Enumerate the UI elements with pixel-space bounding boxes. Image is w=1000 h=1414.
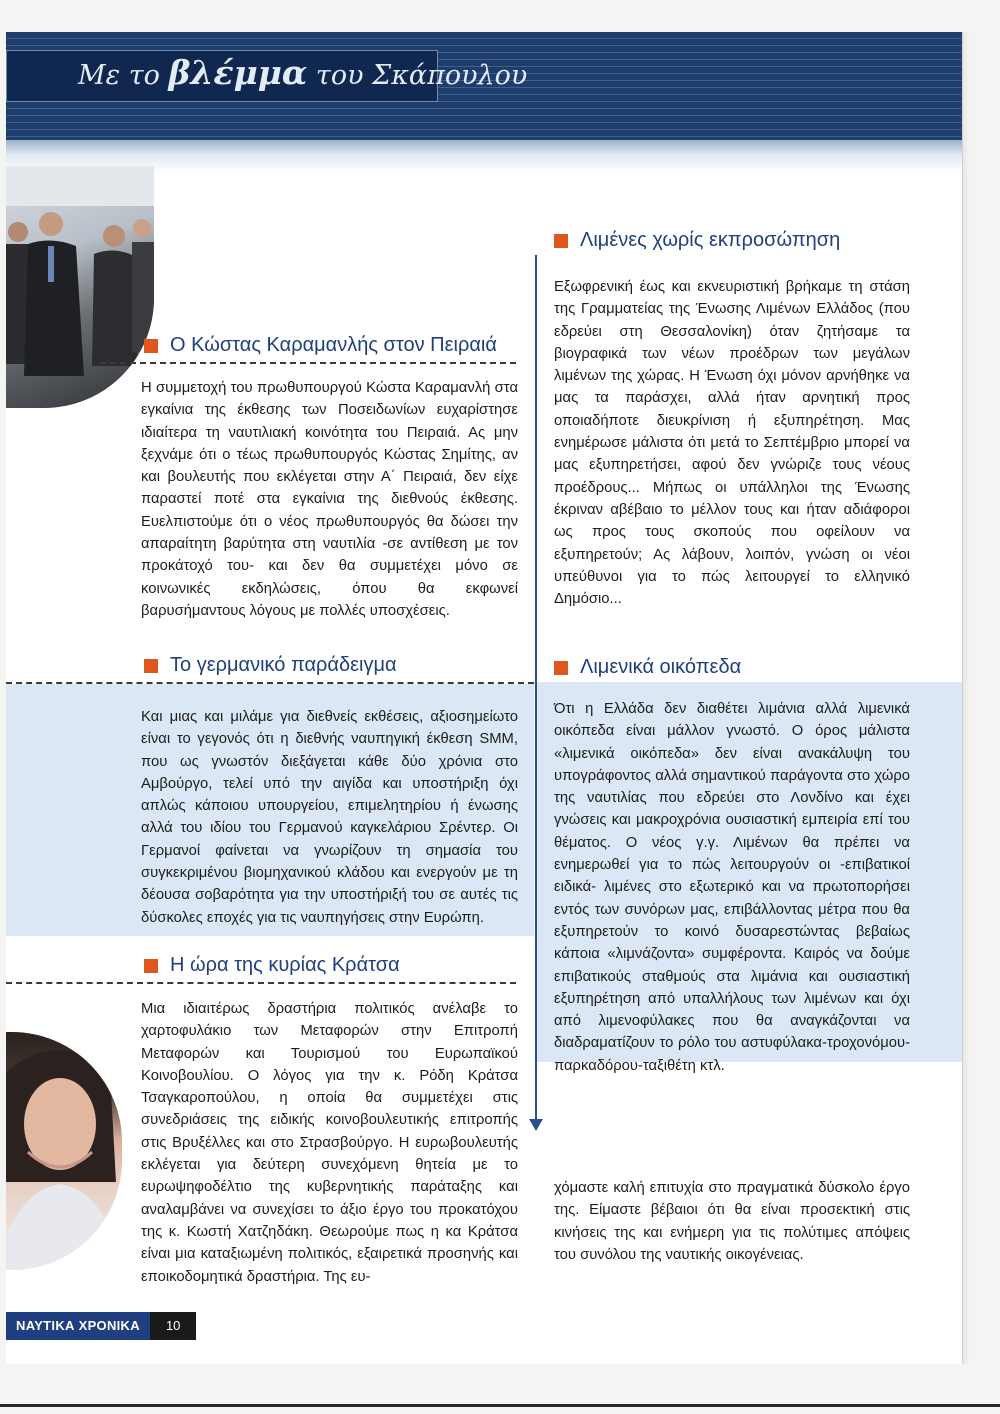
photo-karamanlis-figures (6, 166, 154, 408)
footer-badge (6, 1312, 196, 1340)
section-heading-german (144, 654, 397, 677)
section-body-ports: Εξωφρενική έως και εκνευριστική βρήκαμε τη στάση της Γραμματείας της Ένωσης Λιμένων Ελλάδος (που εδρεύει στη Θεσσαλονίκη) όταν ζητήσαμε τα βιογραφικά των νέων προέδρων των μεγάλων λιμένων της χώρας. Η Ένωση όχι μόνον αρνήθηκε να μας τα παράσχει, αλλά ήταν αρνητική προς οποιαδήποτε διευκρίνιση ή εξυπηρέτηση. Μας ενημέρωσε μάλιστα ότι μετά το Σεπτέμβριο μπορεί να μας εξυπηρετήσει, αφού δεν γνώριζε τους νέους προέδρους... Μήπως οι υπάλληλοι της Ένωσης έκριναν αβέβαιο το μέλλον τους και ήταν αδιάφοροι ως προς τους σκοπούς που οφείλουν να εξυπηρετούν; Ας λάβουν, λοιπόν, γνώση οι νέοι υπεύθυνοι για το πώς λειτουργεί το ελληνικό Δημόσιο... (554, 279, 910, 608)
bullet-square-icon (554, 234, 568, 248)
section-heading-kratsa (144, 954, 400, 977)
section-heading-karamanlis (144, 334, 497, 357)
page-number: 10 (150, 1312, 196, 1340)
column-title (78, 53, 527, 92)
magazine-page (6, 32, 963, 1364)
section-title-kratsa: Η ώρα της κυρίας Κράτσα (170, 954, 400, 976)
bullet-square-icon (144, 959, 158, 973)
section-body-kratsa-continued: χόμαστε καλή επιτυχία στο πραγματικά δύσκολο έργο της. Είμαστε βέβαιοι ότι θα είναι προσεκτική στις κινήσεις της και ενήμερη για τις πολύτιμες απόψεις του συνόλου της ναυτικής οικογένειας. (554, 1180, 910, 1263)
photo-kratsa-figure (6, 1032, 122, 1270)
dashed-divider (100, 362, 516, 364)
section-body-karamanlis: Η συμμετοχή του πρωθυπουργού Κώστα Καραμανλή στα εγκαίνια της έκθεσης των Ποσειδωνίων ευχαρίστησε ιδιαίτερα τη ναυτιλιακή κοινότητα του Πειραιά. Ας μην ξεχνάμε ότι ο τέως πρωθυπουργός Κώστας Σημίτης, αν και βουλευτής που εκλέγεται στην Α΄ Πειραιά, δεν είχε παραστεί ποτέ στα εγκαίνια της διεθνούς έκθεσης. Ευελπιστούμε ότι ο νέος πρωθυπουργός θα δώσει την απαραίτητη βαρύτητα στη ναυτιλία -σε αντίθεση με τον προκάτοχό του- και δεν θα συμμετέχει μόνο σε κοινωνικές εκδηλώσεις, όπου θα εκφωνεί βαρυσήμαντους λόγους με πολλές υποσχέσεις. (141, 380, 518, 619)
photo-karamanlis (6, 166, 154, 408)
bullet-square-icon (144, 339, 158, 353)
page-shadow (962, 32, 970, 1364)
section-title-plots: Λιμενικά οικόπεδα (580, 656, 742, 678)
bottom-rule (0, 1404, 1000, 1407)
arrow-down-icon (529, 1119, 543, 1131)
section-body-plots: Ότι η Ελλάδα δεν διαθέτει λιμάνια αλλά λιμενικά οικόπεδα είναι μάλλον γνωστό. Ο όρος μάλιστα «λιμενικά οικόπεδα» δεν είναι ανακάλυψη του υπογράφοντος αλλά σημαντικού παράγοντα στο χώρο της ναυτιλίας που εδρεύει στο Λονδίνο και έχει γνώσεις και μακροχρόνια ουσιαστική εμπειρία επί του θέματος. Ο νέος γ.γ. Λιμένων θα πρέπει να ενημερωθεί για το πώς λειτουργούν οι -επιβατικοί ειδικά- λιμένες στο εξωτερικό και να πρωτοπορήσει εντός των συνόρων μας, επιβάλλοντας μέτρα που θα εξυπηρετούν το κοινό δυσαρεστώντας βεβαίως κάποια «λιμνάζοντα» συμφέροντα. Καιρός να δούμε επιβατικούς σταθμούς στα λιμάνια και ουσιαστική εξυπηρέτηση από υπαλλήλους των λιμένων και όχι από λιμενοφύλακες που θα αναγκάζονται να διαδραματίζουν το ρόλο του αστυφύλακα-τροχονόμου-παρκαδόρου-ταξιθέτη κτλ. (554, 701, 910, 1074)
section-title-karamanlis: Ο Κώστας Καραμανλής στον Πειραιά (170, 334, 497, 356)
section-heading-ports (554, 229, 840, 252)
section-title-german: Το γερμανικό παράδειγμα (170, 654, 397, 676)
section-body-kratsa: Μια ιδιαιτέρως δραστήρια πολιτικός ανέλαβε το χαρτοφυλάκιο των Μεταφορών στην Επιτροπή Μεταφορών και Τουρισμού του Ευρωπαϊκού Κοινοβουλίου. Ο λόγος για την κ. Ρόδη Κράτσα Τσαγκαροπούλου, η οποία θα συμμετέχει στις συνεδριάσεις της ειδικής κοινοβουλευτικής επιτροπής στις Βρυξέλλες και στο Στρασβούργο. Η ευρωβουλευτής εκλέγεται για δεύτερη συνεχόμενη θητεία με το ευρωψηφοδέλτιο της κυβερνητικής παράταξης και αναλαμβάνει να συνεχίσει το άξιο έργο του προκατόχου της κ. Κωστή Χατζηδάκη. Θεωρούμε πως η κα Κράτσα είναι μια καταξιωμένη πολιτικός, εξαιρετικά προσηνής και εποικοδομητικά δραστήρια. Της ευ- (141, 1001, 518, 1285)
bullet-square-icon (144, 659, 158, 673)
column-title-emph: βλέμμα (168, 53, 308, 92)
column-title-post: του Σκάπουλου (307, 60, 528, 91)
section-title-ports: Λιμένες χωρίς εκπροσώπηση (580, 229, 841, 251)
section-body-german: Και μιας και μιλάμε για διεθνείς εκθέσεις, αξιοσημείωτο είναι το γεγονός ότι η διεθνής ναυπηγική έκθεση SMM, που ως γνωστόν διεξάγεται κάθε δύο χρόνια στο Αμβούργο, τελεί υπό την αιγίδα και υποστήριξη όχι απλώς κάποιου υπουργείου, επιμελητηρίου ή ένωσης αλλά του ιδίου του Γερμανού καγκελάριου Σρέντερ. Οι Γερμανοί φαίνεται να γνωρίζουν τη σημασία του συγκεκριμένου βιομηχανικού κλάδου και ενεργούν με τη δέουσα σοβαρότητα για την υποστήριξή του σε αυτές τις δύσκολες εποχές για τις ναυπηγήσεις στην Ευρώπη. (141, 709, 518, 926)
dashed-divider (6, 982, 516, 984)
section-heading-plots (554, 656, 741, 679)
bullet-square-icon (554, 661, 568, 675)
magazine-brand: ΝΑΥΤΙΚΑ ΧΡΟΝΙΚΑ (6, 1312, 150, 1340)
photo-kratsa (6, 1032, 122, 1270)
column-title-pre: Με το (78, 60, 169, 91)
